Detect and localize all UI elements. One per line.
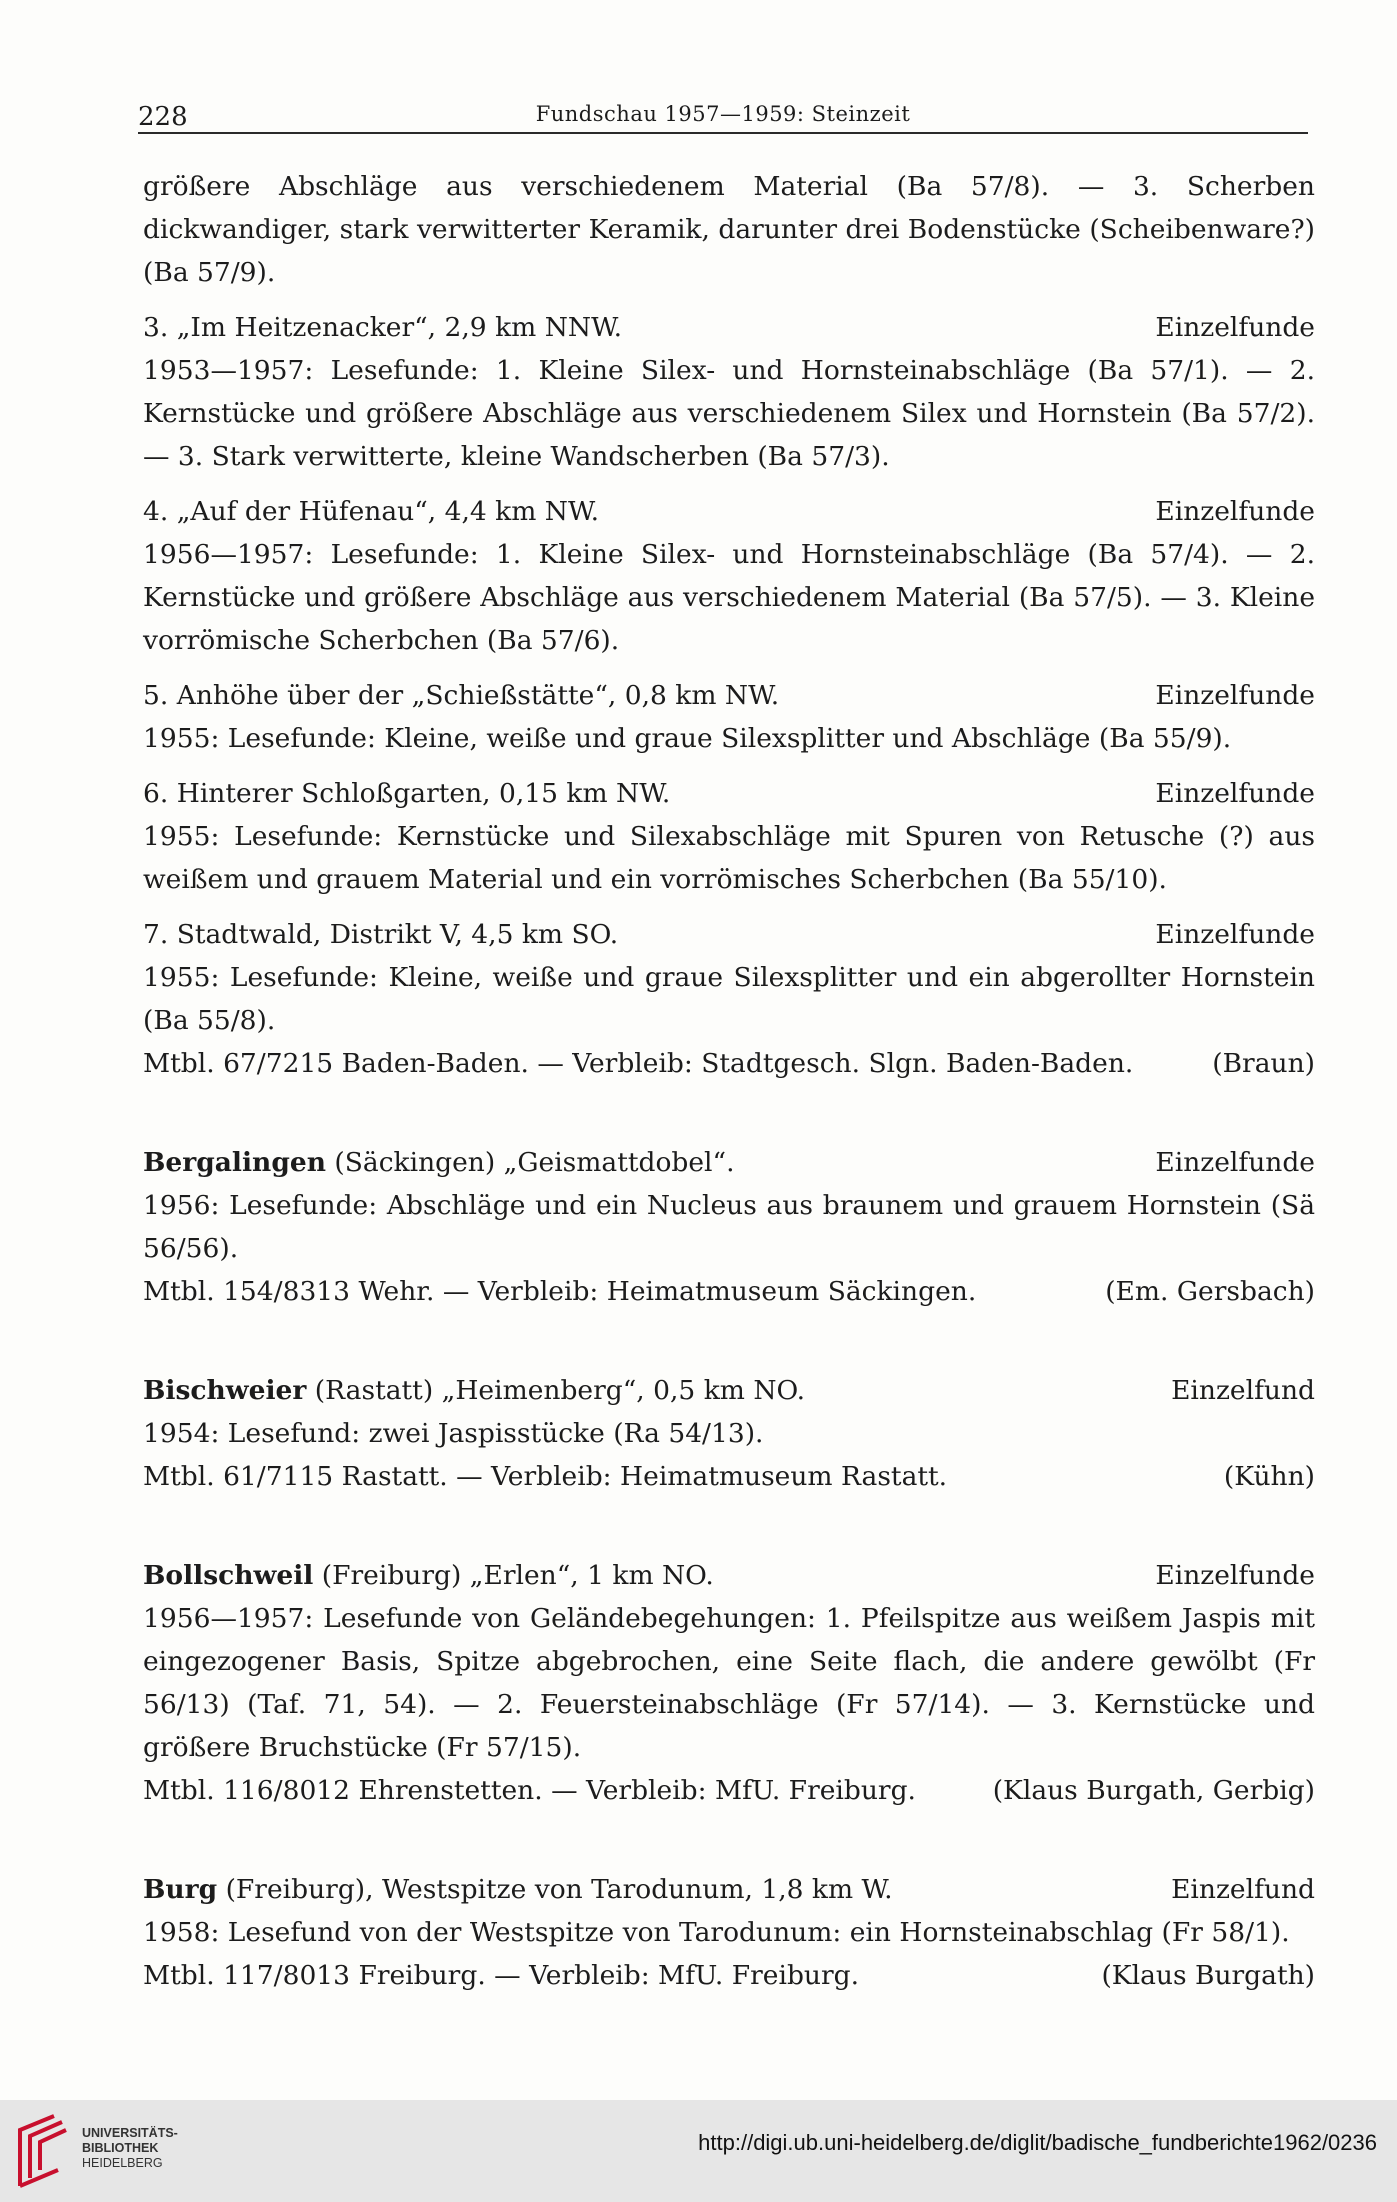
page-header [138, 92, 1308, 134]
library-footer [0, 2100, 1397, 2202]
library-logo [14, 2112, 70, 2190]
find-type: Einzelfund [1171, 1375, 1315, 1406]
map-reference [143, 1769, 1315, 1812]
entry-heading [143, 306, 1315, 349]
map-reference [143, 1270, 1315, 1313]
paragraph: 1956—1957: Lesefunde von Geländebegehungen: 1. Pfeilspitze aus weißem Jaspis mit eingezogener Basis, Spitze abgebrochen, eine Seite flach, die andere gewölbt (Fr 56/13) (Taf. 71, 54). — 2. Feuersteinabschläge (Fr 57/14). — 3. Kernstücke und größere Bruchstücke (Fr 57/15). [143, 1603, 1315, 1763]
entry-title [143, 1554, 714, 1597]
map-sheet-line: Mtbl. 61/7115 Rastatt. — Verbleib: Heimatmuseum Rastatt. [143, 1461, 948, 1492]
paragraph: 1955: Lesefunde: Kernstücke und Silexabschläge mit Spuren von Retusche (?) aus weißem und grauem Material und ein vorrömisches Scherbchen (Ba 55/10). [143, 821, 1315, 895]
entry-heading [143, 1868, 1315, 1911]
entry-title: 5. Anhöhe über der „Schießstätte“, 0,8 km NW. [143, 680, 780, 711]
paragraph: 1955: Lesefunde: Kleine, weiße und graue Silexsplitter und Abschläge (Ba 55/9). [143, 723, 1232, 754]
running-head: Fundschau 1957—1959: Steinzeit [535, 102, 911, 126]
page-body [143, 165, 1315, 1997]
site-name: Burg [143, 1874, 218, 1905]
map-reference [143, 1042, 1315, 1085]
entry-heading [143, 490, 1315, 533]
paragraph: größere Abschläge aus verschiedenem Material (Ba 57/8). — 3. Scherben dickwandiger, stark verwitterter Keramik, darunter drei Bodenstücke (Scheibenware?) (Ba 57/9). [143, 171, 1315, 288]
entry-title: 6. Hinterer Schloßgarten, 0,15 km NW. [143, 778, 671, 809]
site-name: Bergalingen [143, 1147, 326, 1178]
library-name: UNIVERSITÄTS- BIBLIOTHEK HEIDELBERG [82, 2126, 178, 2170]
map-sheet-line: Mtbl. 154/8313 Wehr. — Verbleib: Heimatmuseum Säckingen. [143, 1276, 977, 1307]
entry-title: 3. „Im Heitzenacker“, 2,9 km NNW. [143, 312, 623, 343]
paragraph: 1954: Lesefund: zwei Jaspisstücke (Ra 54/13). [143, 1418, 764, 1449]
paragraph: 1955: Lesefunde: Kleine, weiße und graue Silexsplitter und ein abgerollter Hornstein (Ba 55/8). [143, 962, 1315, 1036]
find-type: Einzelfunde [1155, 496, 1315, 527]
entry-heading [143, 913, 1315, 956]
entry-heading [143, 1369, 1315, 1412]
entry-heading [143, 1554, 1315, 1597]
map-reference [143, 1455, 1315, 1498]
entry-title [143, 1868, 893, 1911]
map-reference [143, 1954, 1315, 1997]
source-url-link[interactable]: http://digi.ub.uni-heidelberg.de/diglit/badische_fundberichte1962/0236 [698, 2130, 1377, 2155]
find-type: Einzelfunde [1155, 778, 1315, 809]
entry-title: 7. Stadtwald, Distrikt V, 4,5 km SO. [143, 919, 619, 950]
find-type: Einzelfunde [1155, 680, 1315, 711]
find-type: Einzelfunde [1155, 919, 1315, 950]
reporter: (Klaus Burgath) [1101, 1960, 1315, 1991]
reporter: (Kühn) [1223, 1461, 1315, 1492]
map-sheet-line: Mtbl. 116/8012 Ehrenstetten. — Verbleib: MfU. Freiburg. [143, 1775, 916, 1806]
find-type: Einzelfunde [1155, 312, 1315, 343]
page-number: 228 [138, 102, 188, 132]
site-location: (Freiburg) „Erlen“, 1 km NO. [313, 1560, 714, 1591]
site-location: (Rastatt) „Heimenberg“, 0,5 km NO. [306, 1375, 806, 1406]
paragraph: 1956—1957: Lesefunde: 1. Kleine Silex- und Hornsteinabschläge (Ba 57/4). — 2. Kernstücke und größere Abschläge aus verschiedenem Material (Ba 57/5). — 3. Kleine vorrömische Scherbchen (Ba 57/6). [143, 539, 1315, 656]
reporter: (Em. Gersbach) [1105, 1276, 1315, 1307]
find-type: Einzelfund [1171, 1874, 1315, 1905]
site-location: (Säckingen) „Geismattdobel“. [325, 1147, 735, 1178]
find-type: Einzelfunde [1155, 1560, 1315, 1591]
site-name: Bischweier [143, 1375, 307, 1406]
find-type: Einzelfunde [1155, 1147, 1315, 1178]
site-name: Bollschweil [143, 1560, 314, 1591]
map-sheet-line: Mtbl. 67/7215 Baden-Baden. — Verbleib: Stadtgesch. Slgn. Baden-Baden. [143, 1048, 1134, 1079]
paragraph: 1958: Lesefund von der Westspitze von Tarodunum: ein Hornsteinabschlag (Fr 58/1). [143, 1917, 1290, 1948]
reporter: (Braun) [1212, 1048, 1315, 1079]
site-location: (Freiburg), Westspitze von Tarodunum, 1,8 km W. [217, 1874, 893, 1905]
entry-title [143, 1369, 805, 1412]
entry-title [143, 1141, 735, 1184]
reporter: (Klaus Burgath, Gerbig) [992, 1775, 1315, 1806]
entry-heading [143, 1141, 1315, 1184]
paragraph: 1953—1957: Lesefunde: 1. Kleine Silex- und Hornsteinabschläge (Ba 57/1). — 2. Kernstücke und größere Abschläge aus verschiedenem Silex und Hornstein (Ba 57/2). — 3. Stark verwitterte, kleine Wandscherben (Ba 57/3). [143, 355, 1315, 472]
entry-heading [143, 772, 1315, 815]
entry-heading [143, 674, 1315, 717]
entry-title: 4. „Auf der Hüfenau“, 4,4 km NW. [143, 496, 599, 527]
map-sheet-line: Mtbl. 117/8013 Freiburg. — Verbleib: MfU. Freiburg. [143, 1960, 860, 1991]
paragraph: 1956: Lesefunde: Abschläge und ein Nucleus aus braunem und grauem Hornstein (Sä 56/56). [143, 1190, 1315, 1264]
